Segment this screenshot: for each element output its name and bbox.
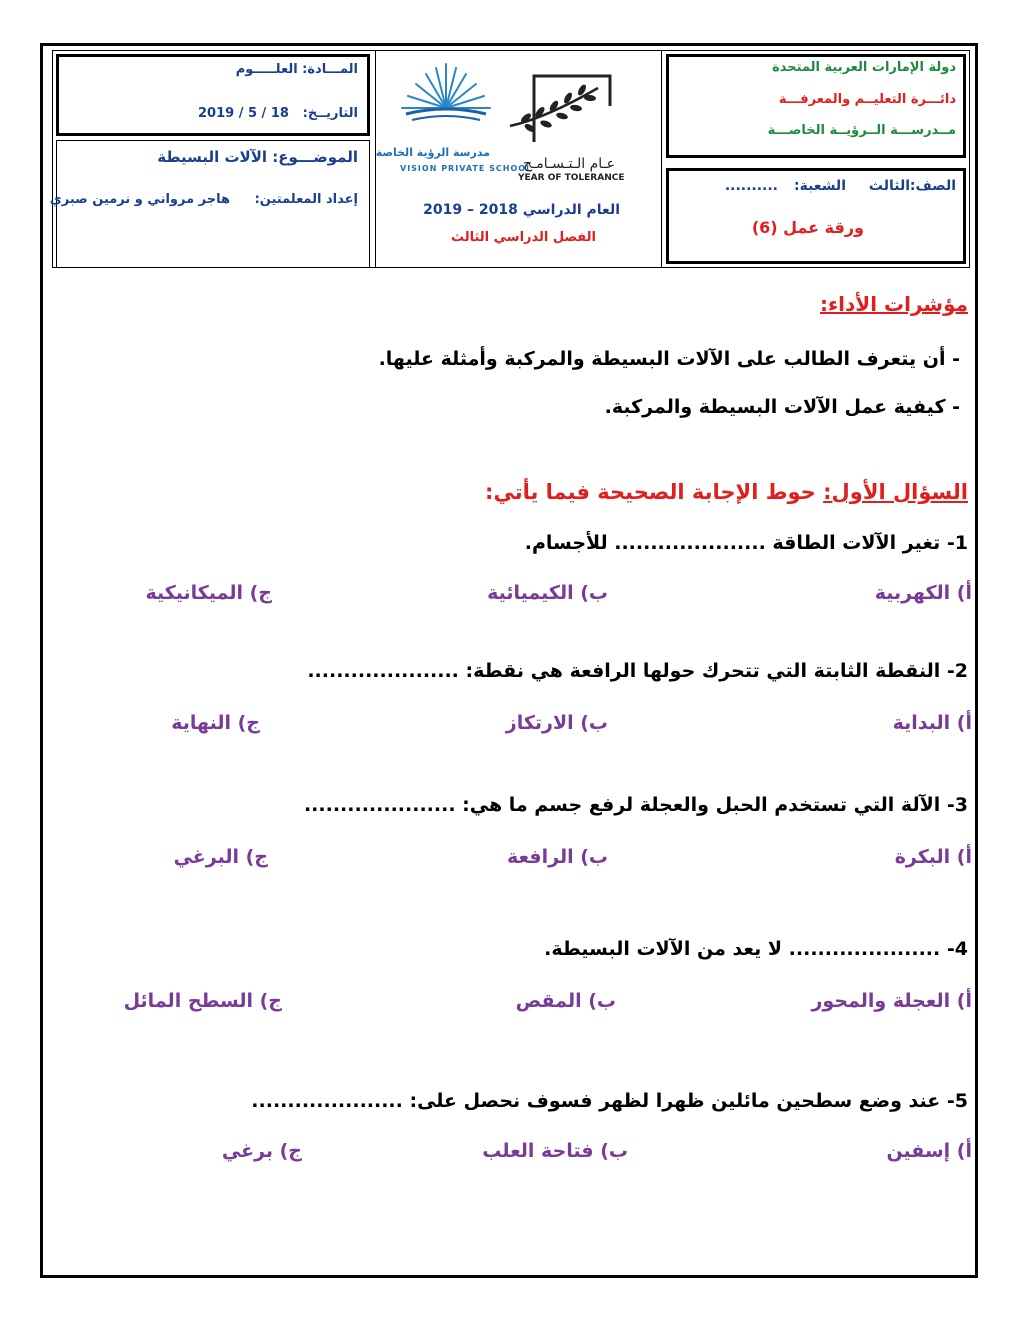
- option-c[interactable]: ج) الميكانيكية: [145, 582, 272, 604]
- school-logo-english: VISION PRIVATE SCHOOL: [400, 164, 533, 173]
- tolerance-english: YEAR OF TOLERANCE: [518, 173, 625, 183]
- question-instruction: حوط الإجابة الصحيحة فيما يأتي:: [485, 480, 816, 504]
- option-b[interactable]: ب) الكيميائية: [487, 582, 608, 604]
- academic-year: العام الدراسي 2018 – 2019: [423, 202, 620, 218]
- subject-label: المـــادة: العلـــــوم: [235, 62, 358, 77]
- option-c[interactable]: ج) البرغي: [173, 846, 268, 868]
- date-label: التاريــخ:: [302, 106, 358, 121]
- option-b[interactable]: ب) الارتكاز: [505, 712, 608, 734]
- sunburst-icon: [396, 58, 496, 148]
- school-name: مــدرســـة الــرؤيــة الخاصـــة: [767, 123, 956, 138]
- question-item-5: [251, 1090, 968, 1112]
- item-text: النقطة الثابتة التي تتحرك حولها الرافعة هي نقطة: .....................: [307, 660, 941, 682]
- item-text: تغير الآلات الطاقة ..................... للأجسام.: [524, 532, 941, 554]
- item-number: 2-: [946, 660, 968, 682]
- option-a[interactable]: أ) البداية: [892, 712, 972, 734]
- item-number: 5-: [946, 1090, 968, 1112]
- question-number-label: السؤال الأول:: [823, 480, 968, 504]
- option-a[interactable]: أ) البكرة: [894, 846, 972, 868]
- option-b[interactable]: ب) فتاحة العلب: [482, 1140, 628, 1162]
- worksheet-number: ورقة عمل (6): [751, 218, 864, 237]
- tolerance-logo: [506, 66, 616, 154]
- option-a[interactable]: أ) العجلة والمحور: [811, 990, 972, 1012]
- question-item-2: [307, 660, 968, 682]
- option-c[interactable]: ج) النهاية: [171, 712, 260, 734]
- item-text: ..................... لا يعد من الآلات البسيطة.: [544, 938, 941, 960]
- section-value: ..........: [724, 178, 778, 194]
- question-title: [485, 480, 968, 504]
- item-number: 3-: [946, 794, 968, 816]
- item-text: الآلة التي تستخدم الحبل والعجلة لرفع جسم ما هي: .....................: [303, 794, 941, 816]
- department-name: دائـــرة التعليــم والمعرفـــة: [778, 92, 956, 107]
- question-item-4: [544, 938, 968, 960]
- academic-term: الفصل الدراسي الثالث: [450, 230, 596, 245]
- indicator-item: - أن يتعرف الطالب على الآلات البسيطة والمركبة وأمثلة عليها.: [378, 348, 960, 370]
- date-value: 2019 / 5 / 18: [198, 106, 289, 121]
- teachers-label: إعداد المعلمتين:: [254, 192, 358, 207]
- teachers-names: هاجر مرواني و نرمين صبري: [49, 192, 230, 207]
- item-number: 1-: [946, 532, 968, 554]
- school-logo: [396, 58, 496, 148]
- grade-label: الصف:: [909, 178, 956, 194]
- lesson-topic: الموضـــوع: الآلات البسيطة: [157, 148, 358, 166]
- option-c[interactable]: ج) السطح المائل: [123, 990, 282, 1012]
- grade-value: الثالث: [868, 178, 910, 194]
- question-item-1: [525, 532, 968, 554]
- tolerance-arabic: عـام الـتـسـامـح: [523, 156, 615, 172]
- item-number: 4-: [946, 938, 968, 960]
- question-item-3: [304, 794, 968, 816]
- option-b[interactable]: ب) الرافعة: [506, 846, 608, 868]
- option-b[interactable]: ب) المقص: [515, 990, 616, 1012]
- indicator-item: - كيفية عمل الآلات البسيطة والمركبة.: [604, 396, 960, 418]
- ghaf-tree-icon: [506, 66, 616, 154]
- country-name: دولة الإمارات العربية المتحدة: [772, 60, 956, 75]
- school-logo-arabic: مدرسة الرؤية الخاصة: [375, 146, 490, 159]
- option-c[interactable]: ج) برغي: [221, 1140, 302, 1162]
- indicators-title: مؤشرات الأداء:: [819, 292, 968, 316]
- item-text: عند وضع سطحين مائلين ظهرا لظهر فسوف نحصل على: .....................: [251, 1090, 941, 1112]
- option-a[interactable]: أ) إسفين: [886, 1140, 972, 1162]
- option-a[interactable]: أ) الكهربية: [874, 582, 972, 604]
- section-label: الشعبة:: [793, 178, 846, 194]
